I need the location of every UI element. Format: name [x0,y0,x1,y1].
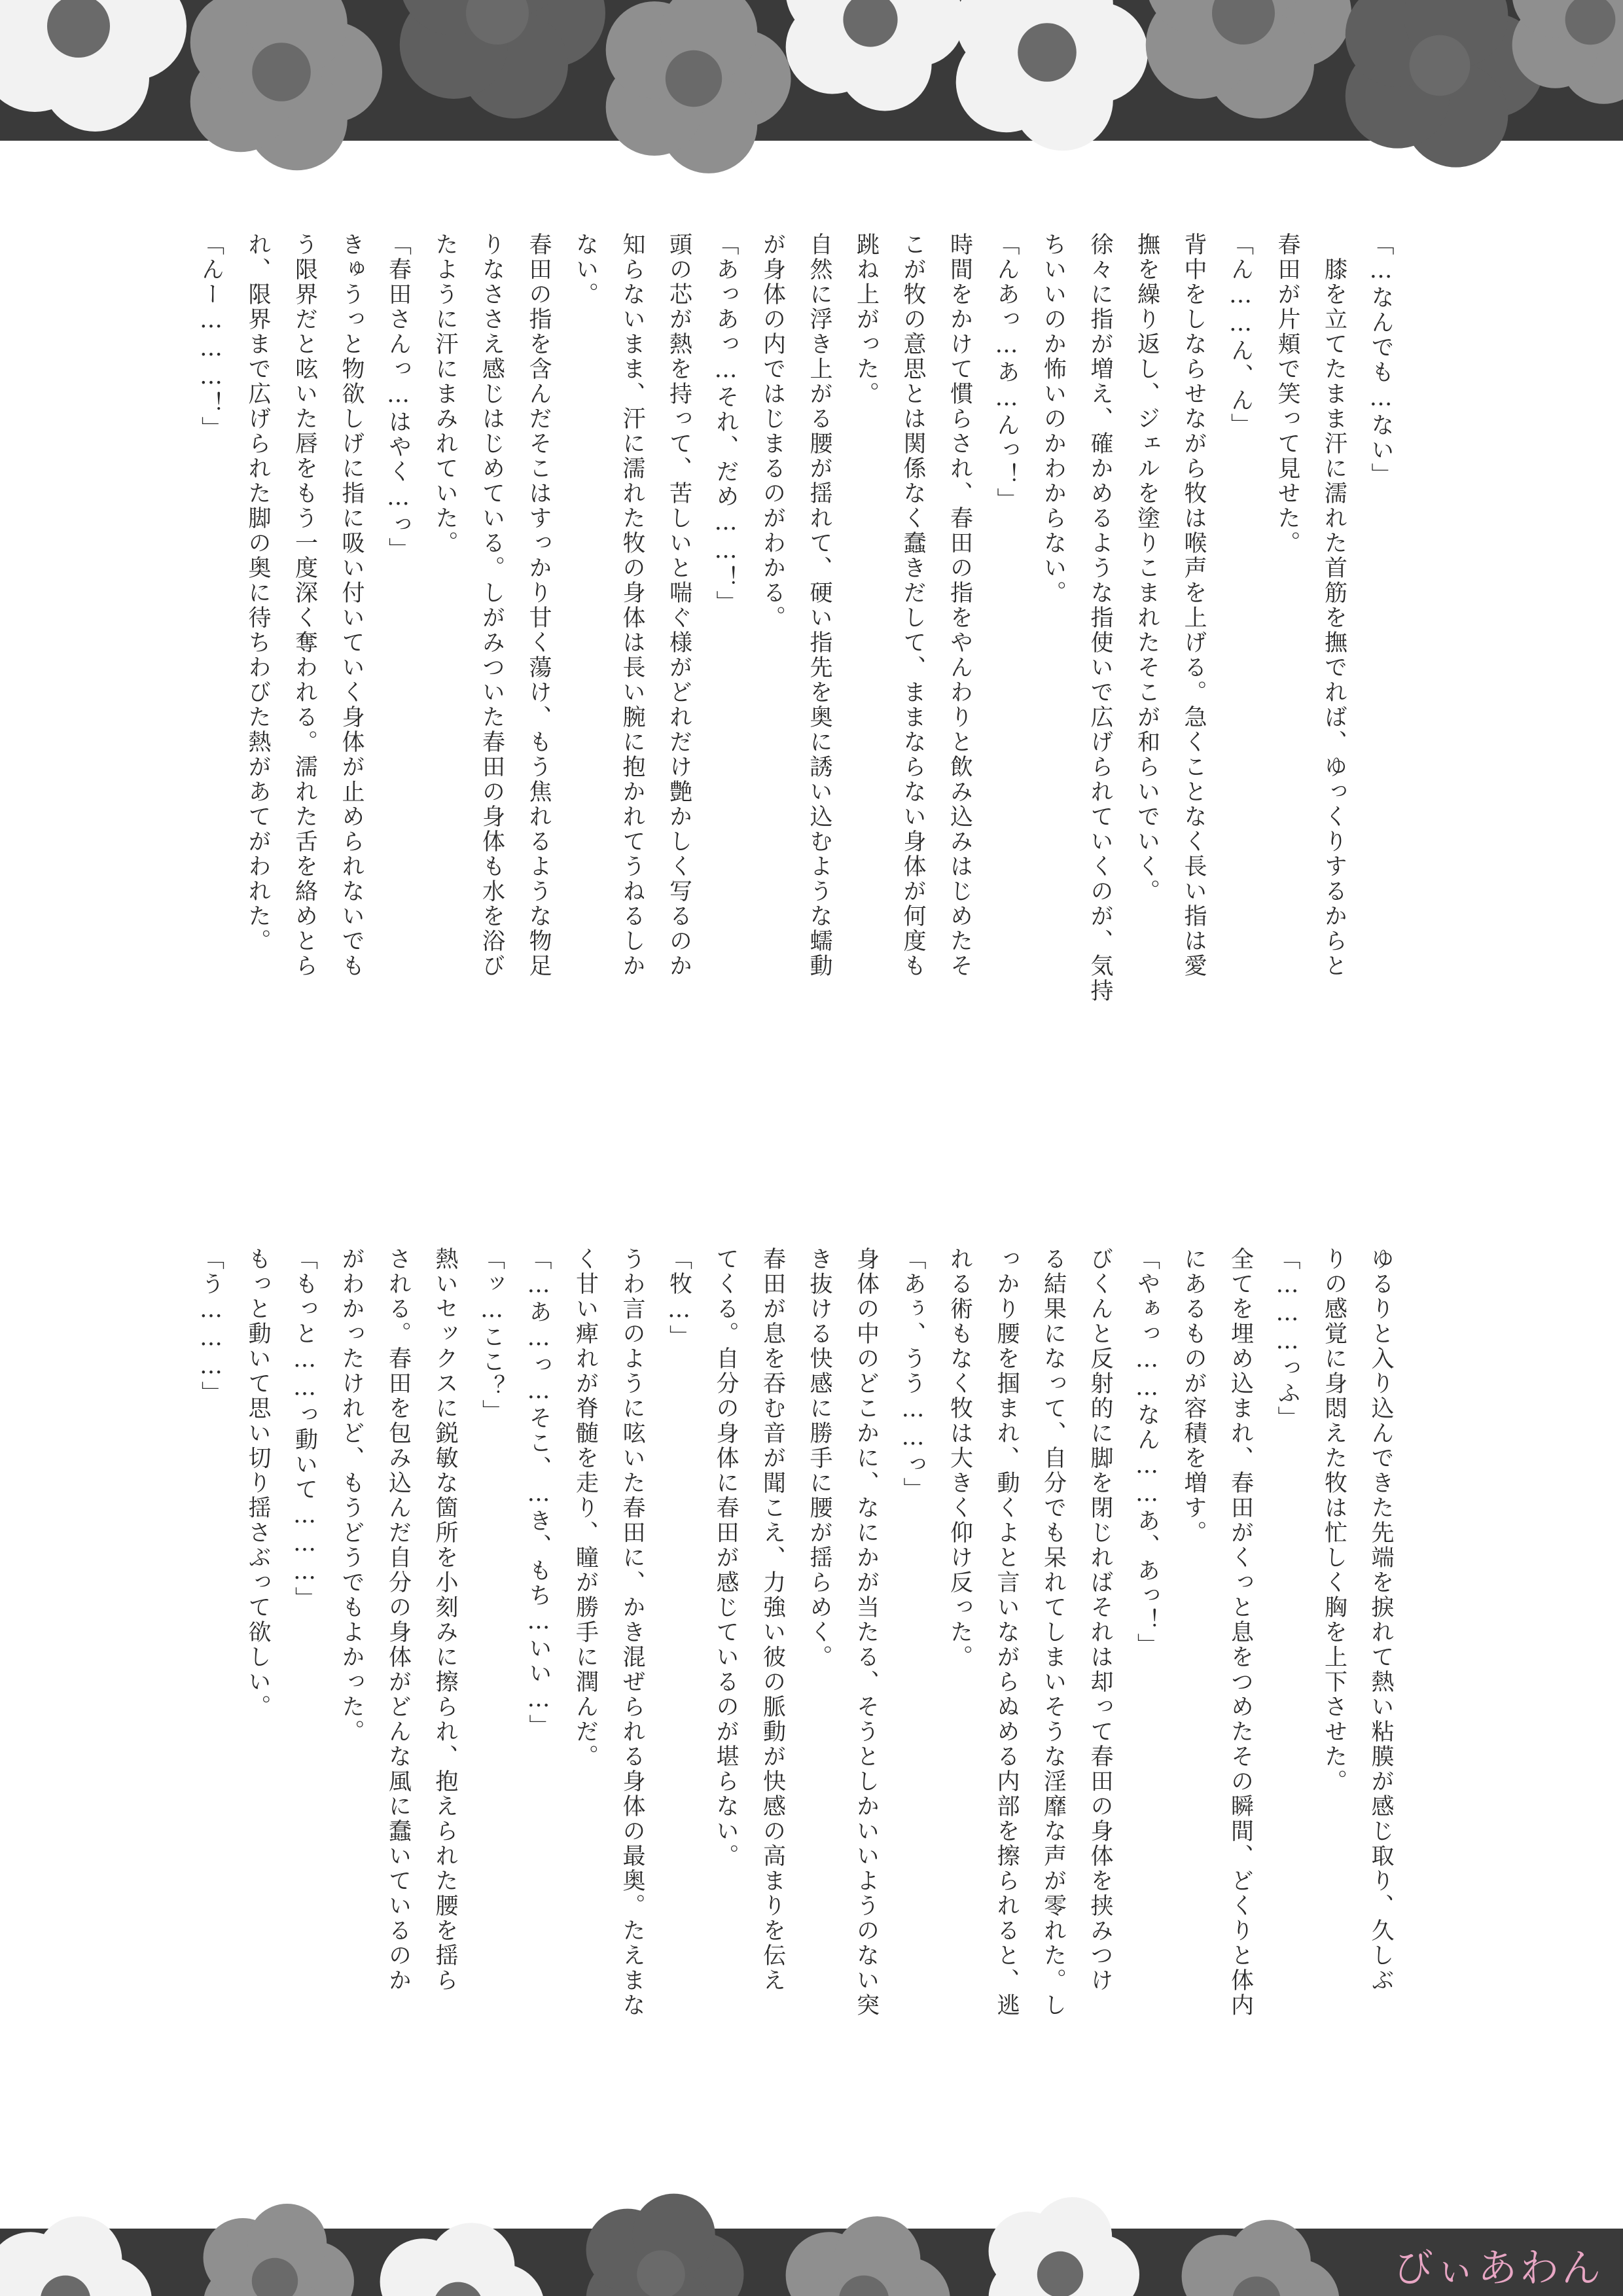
flower-shape [989,2197,1139,2296]
text-line: 膝を立てたまま汗に濡れた首筋を撫でれば、ゆっくりするからと [1321,232,1347,978]
text-line: うわ言のように呟いた春田に、かき混ぜられる身体の最奥。たえまな [619,1247,645,2018]
text-line: こが牧の意思とは関係なく蠢きだして、ままならない身体が何度も [900,232,926,978]
text-line: 「牧…」 [666,1247,692,1350]
text-line: がわかったけれど、もうどうでもよかった。 [338,1247,365,1744]
text-line: き抜ける快感に勝手に腰が揺らめく。 [806,1247,832,1670]
text-line: 春田の指を含んだそこはすっかり甘く蕩け、もう焦れるような物足 [526,232,552,978]
text-line: 撫を繰り返し、ジェルを塗りこまれたそこが和らいでいく。 [1133,232,1160,904]
text-line: 「んー………！」 [198,232,224,441]
text-line: きゅうっと物欲しげに指に吸い付いていく身体が止められないでも [338,232,365,978]
bottom-floral-band [0,2229,1623,2296]
text-line: 「う………」 [198,1247,224,1406]
text-line: 全てを埋め込まれ、春田がくっと息をつめたその瞬間、どくりと体内 [1227,1247,1254,2018]
text-line: 徐々に指が増え、確かめるような指使いで広げられていくのが、気持 [1087,232,1113,1003]
text-line: 頭の芯が熱を持って、苦しいと喘ぐ様がどれだけ艶かしく写るのか [666,232,692,978]
publisher-logo: びぃあわん [1394,2246,1603,2291]
text-line: りの感覚に身悶えた牧は忙しく胸を上下させた。 [1321,1247,1347,1794]
text-line: にあるものが容積を増す。 [1181,1247,1207,1545]
text-line: っかり腰を掴まれ、動くよと言いながらぬめる内部を擦られると、逃 [993,1247,1020,2018]
text-line: く甘い痺れが脊髄を走り、瞳が勝手に潤んだ。 [572,1247,599,1769]
text-line: 「ッ…ここ？」 [478,1247,505,1424]
text-line: れる術もなく牧は大きく仰け反った。 [946,1247,973,1670]
text-line: 「ん……ん、ん」 [1227,232,1254,438]
text-line: 時間をかけて慣らされ、春田の指をやんわりと飲み込みはじめたそ [946,232,973,978]
text-line: される。春田を包み込んだ自分の身体がどんな風に蠢いているのか [385,1247,412,1993]
lower-text-column [198,1247,1404,2127]
text-line: れ、限界まで広げられた脚の奥に待ちわびた熱があてがわれた。 [245,232,271,954]
text-line: う限界だと呟いた唇をもう一度深く奪われる。濡れた舌を絡めとら [291,232,318,978]
text-line: びくんと反射的に脚を閉じればそれは却って春田の身体を挟みつけ [1087,1247,1113,1993]
text-line: 「春田さんっ…はやく…っ」 [385,232,412,562]
text-line: 身体の中のどこかに、なにかが当たる、そうとしかいいようのない突 [853,1247,880,2018]
text-line: 「あっあっ…それ、だめ……！」 [713,232,739,615]
text-line: 「…なんでも…ない」 [1368,232,1394,488]
text-line: 知らないまま、汗に濡れた牧の身体は長い腕に抱かれてうねるしか [619,232,645,978]
text-line: ゆるりと入り込んできた先端を捩れて熱い粘膜が感じ取り、久しぶ [1368,1247,1394,1993]
text-line: 春田が息を吞む音が聞こえ、力強い彼の脈動が快感の高まりを伝え [759,1247,786,1993]
text-line: 「………っふ」 [1274,1247,1300,1431]
text-line: る結果になって、自分でも呆れてしまいそうな淫靡な声が零れた。し [1040,1247,1067,2018]
text-line: が身体の内ではじまるのがわかる。 [759,232,786,630]
text-line: もっと動いて思い切り揺さぶって欲しい。 [245,1247,271,1719]
text-line: たように汗にまみれていた。 [432,232,458,556]
text-line: 「んあっ…あ…んっ！」 [993,232,1020,512]
floral-pattern-top [0,0,1623,141]
flower-shape [204,2204,354,2296]
text-line: りなささえ感じはじめている。しがみついた春田の身体も水を浴び [478,232,505,978]
text-line: 「…あ…っ…そこ、…き、もち…いい…」 [526,1247,552,1739]
text-line: 自然に浮き上がる腰が揺れて、硬い指先を奥に誘い込むような蠕動 [806,232,832,978]
flower-shape [586,2194,744,2296]
text-line: 春田が片頬で笑って見せた。 [1274,232,1300,556]
top-floral-band [0,0,1623,141]
text-line: 熱いセックスに鋭敏な箇所を小刻みに擦られ、抱えられた腰を揺ら [432,1247,458,1993]
text-line: 跳ね上がった。 [853,232,880,406]
text-line: ちいいのか怖いのかわからない。 [1040,232,1067,605]
flower-shape [1346,0,1544,168]
text-line: 「もっと……っ動いて………」 [291,1247,318,1611]
text-line: ない。 [572,232,599,307]
floral-pattern-bottom [0,2229,1623,2296]
text-line: 背中をしならせながら牧は喉声を上げる。急くことなく長い指は愛 [1181,232,1207,978]
text-line: 「やぁっ……なん……あ、あっ！」 [1133,1247,1160,1658]
upper-text-column [198,232,1404,1113]
text-line: 「あぅ、うう……っ」 [900,1247,926,1502]
text-line: てくる。自分の身体に春田が感じているのが堪らない。 [713,1247,739,1869]
